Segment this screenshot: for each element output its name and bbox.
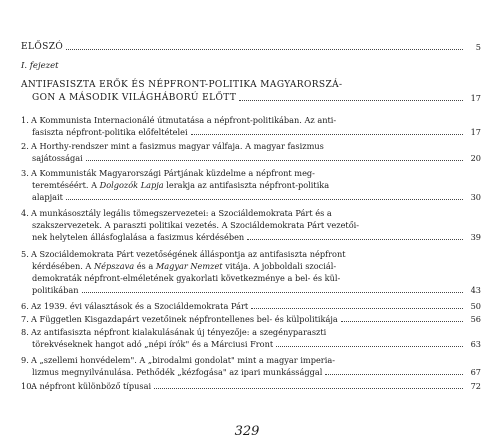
toc-entry-3-line2: teremtéséért. A Dolgozók Lapja lerakja az antifasiszta népfront-politika — [32, 180, 330, 190]
leader-dots — [276, 345, 463, 347]
toc-entry-2-line1: 2. A Horthy-rendszer mint a fasizmus magyar válfaja. A magyar fasizmus — [21, 141, 324, 151]
toc-entry-4-line2: szakszervezetek. A paraszti politikai vezetés. A Szociáldemokrata Párt vezetői- — [32, 220, 360, 230]
leader-dots — [191, 133, 463, 135]
toc-entry-4-line1: 4. A munkásosztály legális tömegszervezetei: a Szociáldemokrata Párt és a — [21, 208, 332, 218]
toc-entry-1-line1: 1. A Kommunista Internacionálé útmutatása a népfront-politikában. Az anti- — [21, 115, 337, 125]
toc-entry-4-line3: nek helytelen állásfoglalása a fasizmus kérdésében 39 — [32, 232, 481, 242]
toc-entry-5-line4: politikában 43 — [32, 285, 481, 295]
leader-dots — [154, 387, 463, 389]
part-label: I. fejezet — [21, 61, 59, 71]
toc-entry-5-line2: kérdésében. A Népszava és a Magyar Nemzet vitája. A jobboldali szociál- — [32, 261, 337, 271]
toc-entry-7: 7. A Független Kisgazdapárt vezetőinek népfrontellenes bel- és külpolitikája 56 — [21, 314, 481, 324]
entry-page: 17 — [470, 127, 481, 137]
entry-page: 67 — [470, 367, 481, 377]
part-title-page: 17 — [470, 93, 481, 103]
toc-entry-3-line1: 3. A Kommunisták Magyarországi Pártjának küzdelme a népfront meg- — [21, 168, 315, 178]
leader-dots — [341, 320, 463, 322]
part-title-line2: GON A MÁSODIK VILÁGHÁBORÚ ELŐTT 17 — [32, 93, 481, 103]
entry-page: 50 — [470, 301, 481, 311]
toc-entry-2-line2: sajátosságai 20 — [32, 153, 481, 163]
part-title-line1: ANTIFASISZTA ERŐK ÉS NÉPFRONT-POLITIKA MAGYARORSZÁ- — [21, 80, 343, 90]
entry-page: 56 — [470, 314, 481, 324]
toc-entry-5-line3: demokraták népfront-elméletének gyakorlati következménye a bel- és kül- — [32, 273, 341, 283]
toc-entry-8-line2: törekvéseknek hangot adó „népi írók" és a Márciusi Front 63 — [32, 339, 481, 349]
leader-dots — [247, 238, 463, 240]
toc-entry-5-line1: 5. A Szociáldemokrata Párt vezetőségének álláspontja az antifasiszta népfront — [21, 249, 346, 259]
entry-page: 43 — [470, 285, 481, 295]
entry-page: 30 — [470, 192, 481, 202]
toc-entry-1-line2: fasiszta népfront-politika előfeltételei 17 — [32, 127, 481, 137]
leader-dots — [251, 307, 463, 309]
toc-entry-6: 6. Az 1939. évi választások és a Szociáldemokrata Párt 50 — [21, 301, 481, 311]
entry-page: 72 — [470, 381, 481, 391]
entry-page: 39 — [470, 232, 481, 242]
toc-entry-8-line1: 8. Az antifasiszta népfront kialakulásának új tényezője: a szegényparaszti — [21, 327, 327, 337]
toc-entry-10: 10.A népfront különböző típusai 72 — [21, 381, 481, 391]
entry-page: 63 — [470, 339, 481, 349]
entry-page: 20 — [470, 153, 481, 163]
leader-dots — [239, 99, 463, 101]
leader-dots — [66, 198, 463, 200]
page-number: 329 — [234, 424, 260, 439]
leader-dots — [82, 291, 463, 293]
toc-preface — [21, 42, 481, 52]
toc-entry-3-line3: alapjait 30 — [32, 192, 481, 202]
toc-entry-9-line1: 9. A „szellemi honvédelem". A „birodalmi gondolat" mint a magyar imperia- — [21, 355, 335, 365]
leader-dots — [66, 48, 463, 50]
preface-title: ELŐSZÓ — [21, 42, 64, 52]
toc-entry-9-line2: lizmus megnyilvánulása. Pethődék „kézfogása" az ipari munkássággal 67 — [32, 367, 481, 377]
leader-dots — [325, 373, 463, 375]
preface-page: 5 — [475, 42, 481, 52]
leader-dots — [86, 159, 463, 161]
